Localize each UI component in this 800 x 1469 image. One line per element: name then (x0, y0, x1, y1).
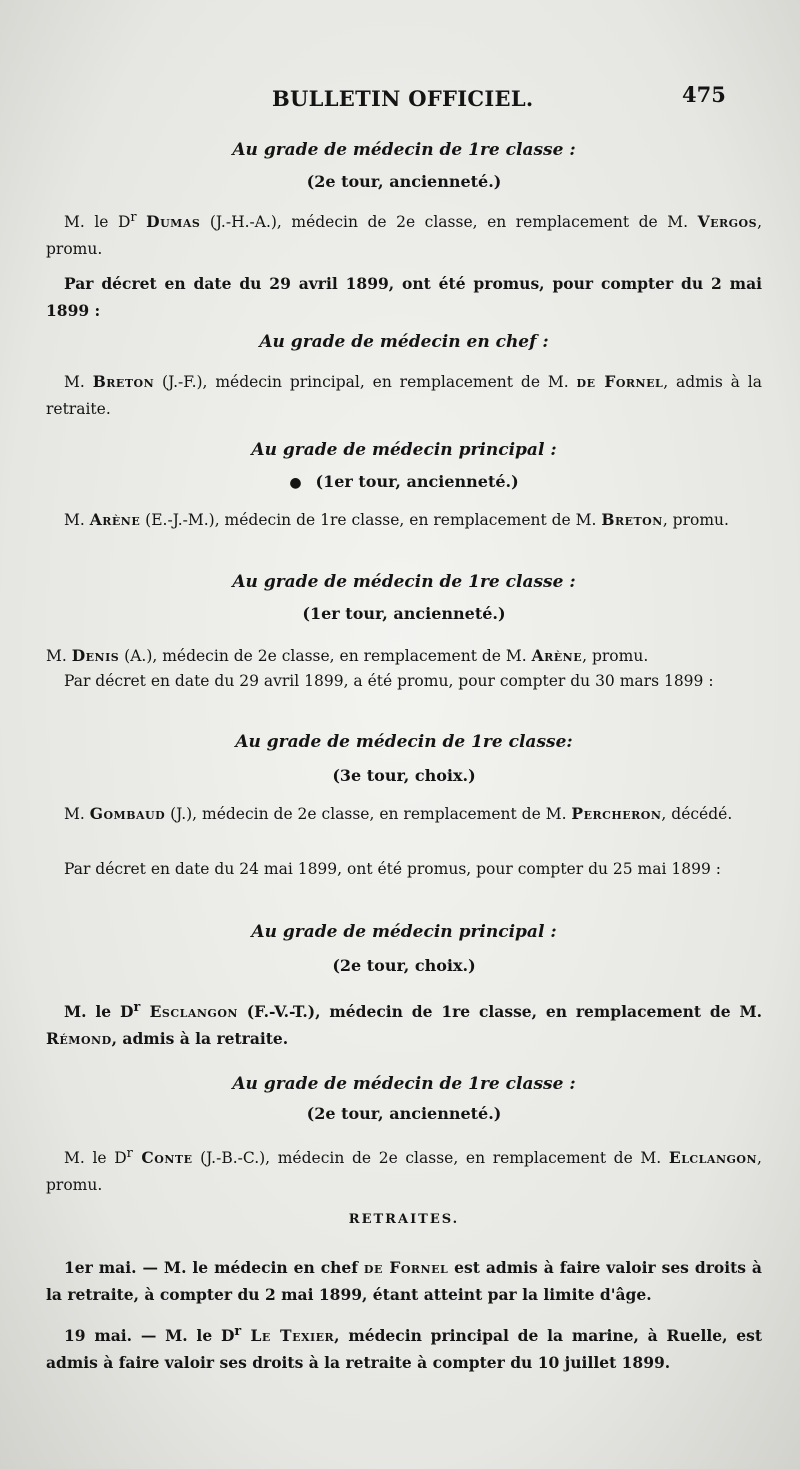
paragraph-retraite-le-texier: 19 mai. — M. le $D^r$ Le Texier, médecin principal de la marine, à Ruelle, est admis à faire valoir ses droits à la retraite à compter du 10 juillet 1899. (46, 1324, 763, 1373)
running-header (0, 82, 800, 116)
paragraph-arene: M. Arène (E.-J.-M.), médecin de 1re classe, en remplacement de M. Breton, promu. (64, 510, 729, 529)
paragraph-esclangon: M. le $D^r$ Esclangon (F.-V.-T.), médecin de 1re classe, en remplacement de M. Rémond, admis à la retraite. (46, 1000, 762, 1049)
grade-heading-3: Au grade de médecin principal : (251, 440, 557, 460)
grade-heading-6: Au grade de médecin principal : (251, 922, 557, 942)
paragraph-breton: M. Breton (J.-F.), médecin principal, en remplacement de M. de Fornel, admis à la retraite. (46, 372, 762, 418)
tour-line-5: (3e tour, choix.) (332, 766, 476, 785)
paragraph-dumas: M. le $D^r$ Dumas (J.-H.-A.), médecin de 2e classe, en remplacement de M. Vergos, promu. (46, 210, 762, 259)
tour-line-7: (2e tour, ancienneté.) (306, 1104, 502, 1123)
grade-heading-2: Au grade de médecin en chef : (259, 332, 549, 352)
bullet-dot-icon: ● (289, 475, 302, 491)
bulletin-title: BULLETIN OFFICIEL. (272, 86, 534, 111)
paragraph-decree-30-mars: Par décret en date du 29 avril 1899, a été promu, pour compter du 30 mars 1899 : (64, 672, 714, 690)
grade-heading-1: Au grade de médecin de 1re classe : (232, 140, 576, 160)
paragraph-conte: M. le $D^r$ Conte (J.-B.-C.), médecin de 2e classe, en remplacement de M. Elclangon, promu. (46, 1146, 762, 1195)
grade-heading-5: Au grade de médecin de 1re classe: (235, 732, 573, 752)
tour-line-3: ● (1er tour, ancienneté.) (289, 472, 519, 491)
tour-line-4: (1er tour, ancienneté.) (302, 604, 506, 623)
retraites-heading: RETRAITES. (348, 1212, 460, 1227)
grade-heading-7: Au grade de médecin de 1re classe : (232, 1074, 576, 1094)
paragraph-decree-29-avril: Par décret en date du 29 avril 1899, ont été promus, pour compter du 2 mai 1899 : (46, 274, 762, 320)
paragraph-retraite-fornel: 1er mai. — M. le médecin en chef de Fornel est admis à faire valoir ses droits à la retraite, à compter du 2 mai 1899, étant atteint par la limite d'âge. (46, 1258, 762, 1304)
grade-heading-4: Au grade de médecin de 1re classe : (232, 572, 576, 592)
paragraph-decree-24-mai: Par décret en date du 24 mai 1899, ont été promus, pour compter du 25 mai 1899 : (64, 860, 721, 878)
page-number: 475 (682, 82, 726, 107)
tour-line-1: (2e tour, ancienneté.) (306, 172, 502, 191)
paragraph-denis: M. Denis (A.), médecin de 2e classe, en remplacement de M. Arène, promu. (46, 646, 649, 665)
paragraph-gombaud: M. Gombaud (J.), médecin de 2e classe, en remplacement de M. Percheron, décédé. (64, 804, 733, 823)
tour-line-6: (2e tour, choix.) (332, 956, 476, 975)
